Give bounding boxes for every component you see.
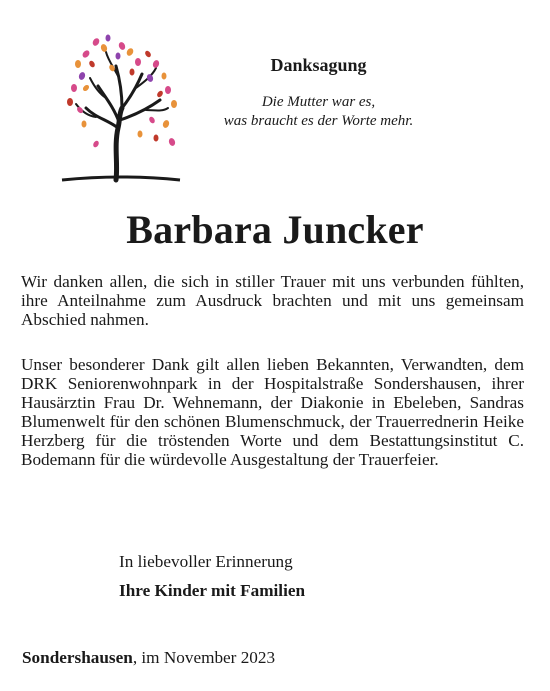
thanks-paragraph-1: Wir danken allen, die sich in stiller Trauer mit uns verbunden fühlten, ihre Anteilnahme zum Ausdruck brachten und mit uns gemeinsam Abschied nahmen. — [21, 272, 524, 329]
place: Sondershausen — [22, 648, 133, 667]
family-signature: Ihre Kinder mit Familien — [119, 581, 306, 600]
header-block — [200, 54, 437, 131]
date: , im November 2023 — [132, 648, 276, 667]
motto-line-2: was braucht es der Worte mehr. — [223, 113, 414, 129]
thanks-paragraph-2: Unser besonderer Dank gilt allen lieben Bekannten, Verwandten, dem DRK Seniorenwohnpark in der Hospitalstraße Sondershausen, ihrer Hausärztin Frau Dr. Wehnemann, der Diakonie in Ebeleben, Sandras Blumenwelt für den schönen Blumenschmuck, der Trauerrednerin Heike Herzberg für die tröstenden Worte und dem Bestattungsinstitut C. Bodemann für die würdevolle Ausgestaltung der Trauerfeier. — [21, 355, 524, 469]
deceased-name: Barbara Juncker — [126, 207, 424, 252]
tree-icon — [56, 24, 186, 184]
heading: Danksagung — [270, 55, 367, 75]
motto-line-1: Die Mutter war es, — [261, 94, 376, 110]
place-date-line — [22, 647, 275, 669]
closing-line: In liebevoller Erinnerung — [119, 552, 293, 571]
